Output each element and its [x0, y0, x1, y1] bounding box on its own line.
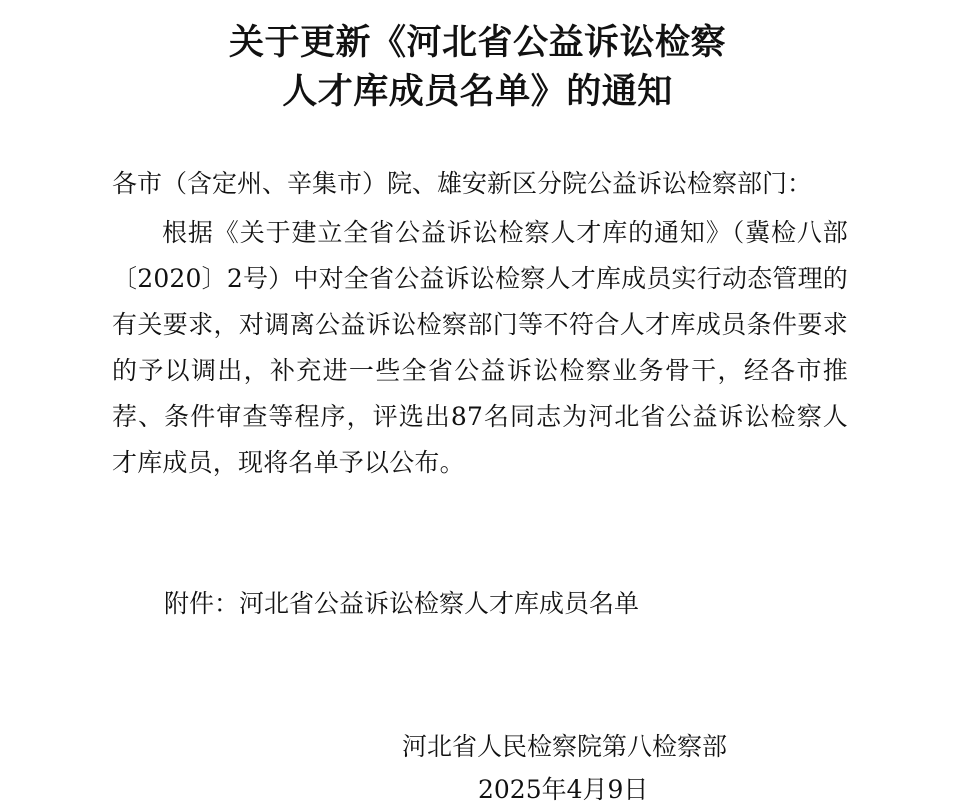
issuer-signature: 河北省人民检察院第八检察部 [402, 732, 728, 761]
body-paragraph: 根据《关于建立全省公益诉讼检察人才库的通知》（冀检八部〔2020〕2号）中对全省公益诉讼检察人才库成员实行动态管理的有关要求，对调离公益诉讼检察部门等不符合人才库成员条件要求的予以调出，补充进一些全省公益诉讼检察业务骨干，经各市推荐、条件审查等程序，评选出87名同志为河北省公益诉讼检察人才库成员，现将名单予以公布。 [112, 218, 848, 477]
document-title-line1: 关于更新《河北省公益诉讼检察 [228, 22, 726, 63]
issue-date: 2025年4月9日 [478, 775, 649, 804]
attachment-line: 附件：河北省公益诉讼检察人才库成员名单 [164, 589, 640, 618]
document-title-line2: 人才库成员名单》的通知 [282, 71, 673, 112]
salutation: 各市（含定州、辛集市）院、雄安新区分院公益诉讼检察部门： [112, 169, 813, 198]
